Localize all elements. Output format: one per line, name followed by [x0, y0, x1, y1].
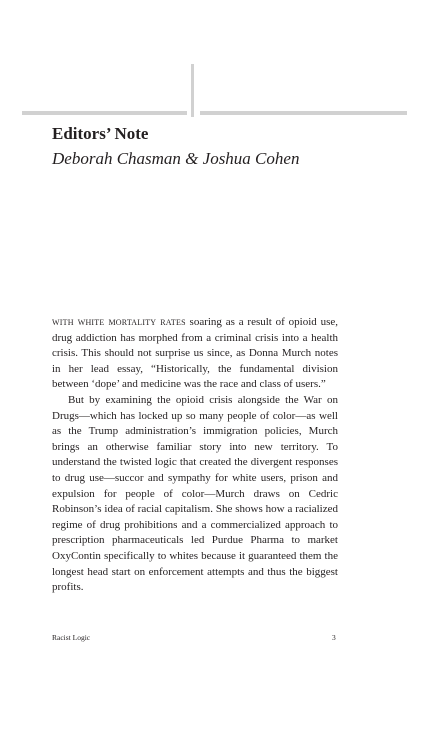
lead-in-smallcaps: with white mortality rates [52, 316, 186, 328]
authors-byline: Deborah Chasman & Joshua Cohen [52, 149, 300, 168]
header-rule-vertical [191, 64, 194, 117]
paragraph-2: But by examining the opioid crisis alongside the War on Drugs—which has locked up so many people of color—as well as the Trump administration’s immigration policies, Murch brings an otherwise familiar story into new territory. To understand the twisted logic that created the divergent responses to drug use—succor and sympathy for white users, prison and expulsion for people of color—Murch draws on Cedric Robinson’s idea of racial capitalism. She shows how a racialized regime of drug prohibitions and a commercialized approach to prescription pharmaceuticals led Purdue Pharma to market OxyContin specifically to whites because it guaranteed them the longest head start on enforcement attempts and thus the biggest profits. [52, 393, 338, 594]
paragraph-1-text: soaring as a result of opioid use, drug addiction has morphed from a criminal crisis into a health crisis. This should not surprise us since, as Donna Murch notes in her lead essay, “Historically, the fundamental division between ‘dope’ and medicine was the race and class of users.” [52, 316, 338, 391]
paragraph-1 [52, 315, 338, 393]
article-body [52, 315, 338, 596]
header-rule-right [200, 111, 407, 115]
running-title: Racist Logic [52, 633, 91, 642]
header-rule-left [22, 111, 187, 115]
page-title: Editors’ Note [52, 124, 149, 143]
page-number: 3 [332, 633, 336, 642]
